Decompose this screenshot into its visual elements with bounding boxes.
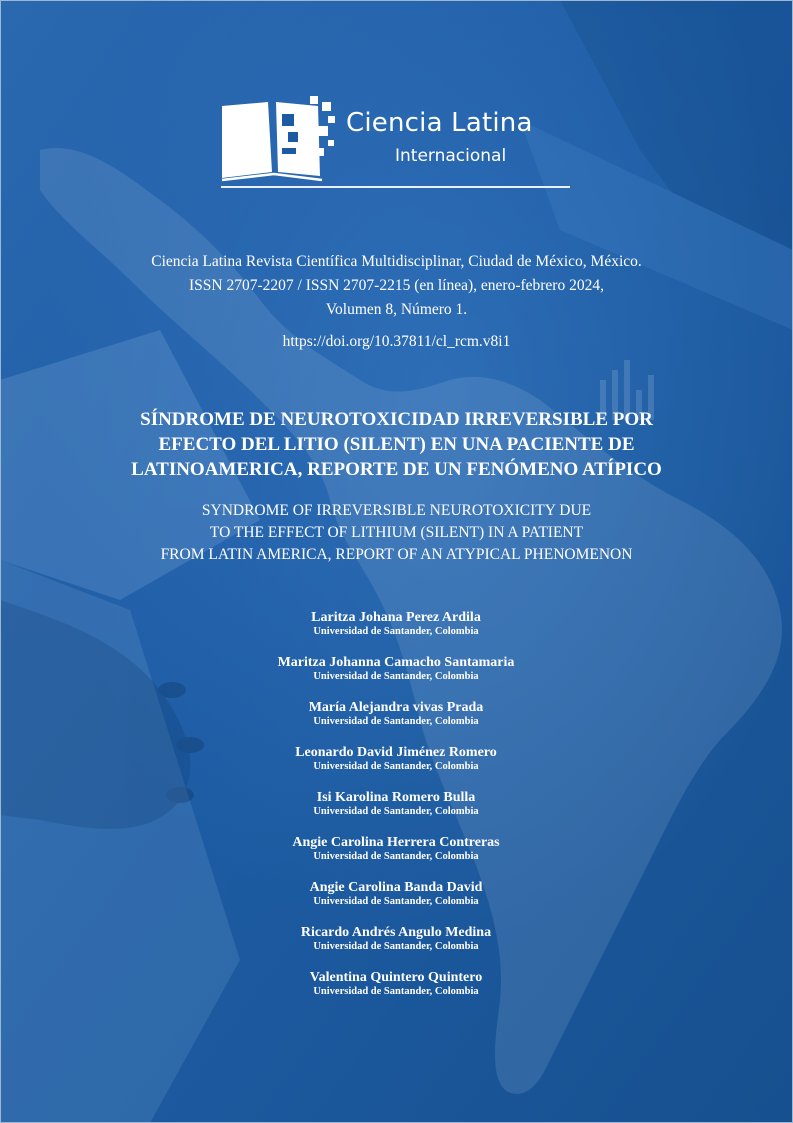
author-entry xyxy=(196,655,596,700)
author-name: Isi Karolina Romero Bulla xyxy=(316,790,476,805)
author-affiliation: Universidad de Santander, Colombia xyxy=(313,986,479,997)
author-list xyxy=(196,610,596,1015)
journal-line: Volumen 8, Número 1. xyxy=(325,301,468,318)
author-affiliation: Universidad de Santander, Colombia xyxy=(313,671,479,682)
journal-info xyxy=(60,250,733,322)
author-affiliation: Universidad de Santander, Colombia xyxy=(313,941,479,952)
author-name: Angie Carolina Banda David xyxy=(309,880,483,895)
title-line: SYNDROME OF IRREVERSIBLE NEUROTOXICITY DUE xyxy=(201,502,592,519)
title-line: EFECTO DEL LITIO (SILENT) EN UNA PACIENTE DE xyxy=(158,434,635,455)
author-name: Maritza Johanna Camacho Santamaria xyxy=(277,655,515,670)
author-entry xyxy=(196,880,596,925)
title-line: TO THE EFFECT OF LITHIUM (SILENT) IN A PATIENT xyxy=(209,524,584,541)
author-entry xyxy=(196,925,596,970)
author-name: Ricardo Andrés Angulo Medina xyxy=(300,925,492,940)
author-name: Angie Carolina Herrera Contreras xyxy=(292,835,500,850)
author-affiliation: Universidad de Santander, Colombia xyxy=(313,626,479,637)
title-line: FROM LATIN AMERICA, REPORT OF AN ATYPICAL PHENOMENON xyxy=(160,546,633,563)
author-affiliation: Universidad de Santander, Colombia xyxy=(313,761,479,772)
author-affiliation: Universidad de Santander, Colombia xyxy=(313,716,479,727)
author-entry xyxy=(196,745,596,790)
title-spanish xyxy=(40,407,753,482)
journal-logo xyxy=(218,94,578,192)
logo-subtitle: Internacional xyxy=(395,146,507,166)
author-affiliation: Universidad de Santander, Colombia xyxy=(313,806,479,817)
author-entry xyxy=(196,835,596,880)
author-entry xyxy=(196,790,596,835)
journal-line: ISSN 2707-2207 / ISSN 2707-2215 (en línea), enero-febrero 2024, xyxy=(189,277,604,294)
open-book-icon xyxy=(218,96,338,182)
logo-name: Ciencia Latina xyxy=(346,108,533,138)
author-entry xyxy=(196,700,596,745)
title-line: LATINOAMERICA, REPORTE DE UN FENÓMENO ATÍPICO xyxy=(131,459,662,480)
author-name: Leonardo David Jiménez Romero xyxy=(295,745,497,760)
journal-line: Ciencia Latina Revista Científica Multidisciplinar, Ciudad de México, México. xyxy=(151,253,642,270)
author-name: María Alejandra vivas Prada xyxy=(308,700,484,715)
title-english xyxy=(40,500,753,566)
title-line: SÍNDROME DE NEUROTOXICIDAD IRREVERSIBLE POR xyxy=(140,409,653,430)
author-entry xyxy=(196,970,596,1015)
logo-divider xyxy=(221,186,570,188)
author-affiliation: Universidad de Santander, Colombia xyxy=(313,851,479,862)
author-name: Valentina Quintero Quintero xyxy=(309,970,483,985)
author-name: Laritza Johana Perez Ardila xyxy=(311,610,481,625)
author-entry xyxy=(196,610,596,655)
author-affiliation: Universidad de Santander, Colombia xyxy=(313,896,479,907)
doi-link[interactable]: https://doi.org/10.37811/cl_rcm.v8i1 xyxy=(282,333,511,350)
